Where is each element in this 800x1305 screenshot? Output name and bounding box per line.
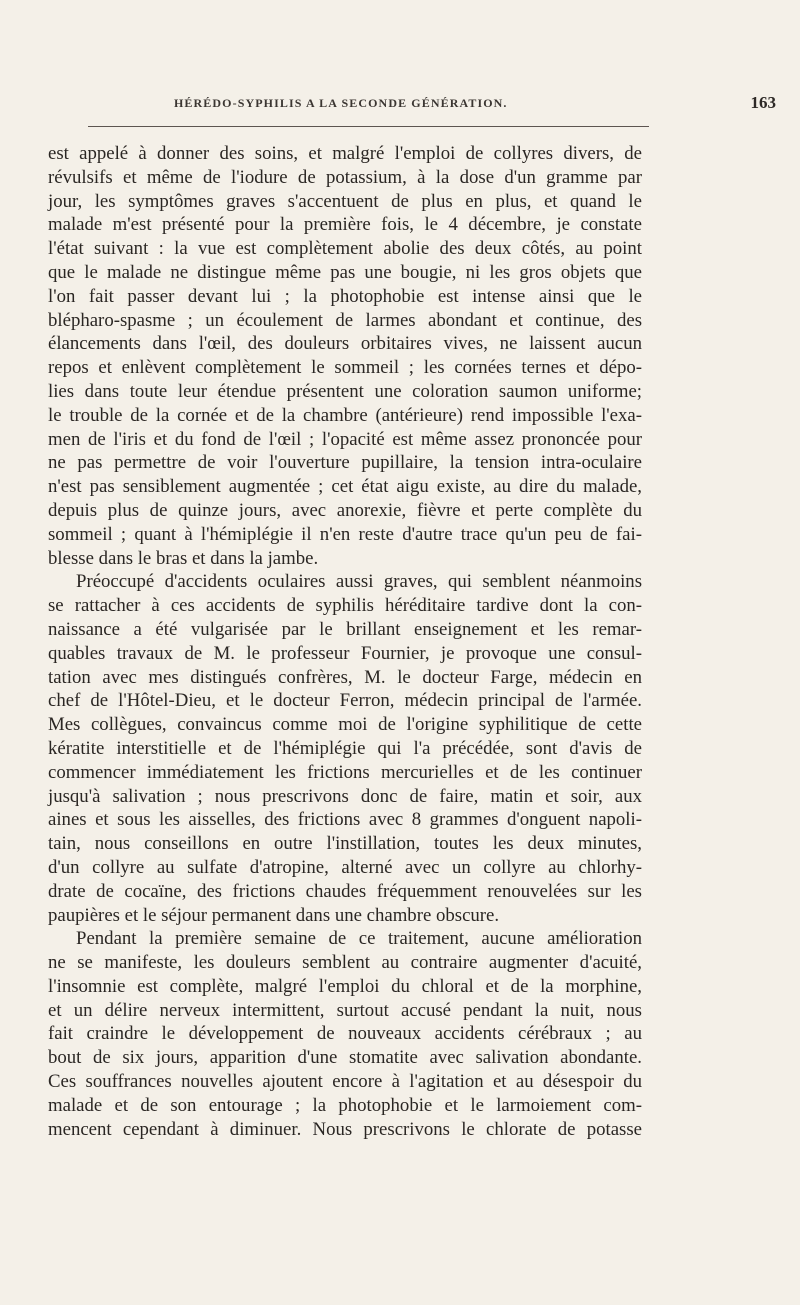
text-line: commencer immédiatement les frictions mercurielles et de les continuer: [48, 761, 642, 783]
text-line: l'insomnie est complète, malgré l'emploi du chloral et de la morphine,: [48, 975, 642, 997]
text-line: Mes collègues, convaincus comme moi de l'origine syphilitique de cette: [48, 714, 642, 736]
text-line: révulsifs et même de l'iodure de potassium, à la dose d'un gramme par: [48, 166, 642, 188]
text-line: repos et enlèvent complètement le sommeil ; les cornées ternes et dépo-: [48, 357, 642, 379]
text-line: Préoccupé d'accidents oculaires aussi graves, qui semblent néanmoins: [76, 571, 642, 593]
text-line: lies dans toute leur étendue présentent une coloration saumon uniforme;: [48, 380, 642, 402]
text-line: chef de l'Hôtel-Dieu, et le docteur Ferron, médecin principal de l'armée.: [48, 690, 642, 712]
text-line: jusqu'à salivation ; nous prescrivons donc de faire, matin et soir, aux: [48, 785, 642, 807]
text-line: tain, nous conseillons en outre l'instillation, toutes les deux minutes,: [48, 833, 642, 855]
text-line: sommeil ; quant à l'hémiplégie il n'en reste d'autre trace qu'un peu de fai-: [48, 523, 642, 545]
text-line: n'est pas sensiblement augmentée ; cet état aigu existe, au dire du malade,: [48, 476, 642, 498]
header-rule: [88, 126, 649, 127]
text-line: men de l'iris et du fond de l'œil ; l'opacité est même assez prononcée pour: [48, 428, 642, 450]
text-line: ne pas permettre de voir l'ouverture pupillaire, la tension intra-oculaire: [48, 452, 642, 474]
text-line: bout de six jours, apparition d'une stomatite avec salivation abondante.: [48, 1047, 642, 1069]
text-line: Pendant la première semaine de ce traitement, aucune amélioration: [76, 928, 642, 950]
text-line: et un délire nerveux intermittent, surtout accusé pendant la nuit, nous: [48, 999, 642, 1021]
text-line: le trouble de la cornée et de la chambre (antérieure) rend impossible l'exa-: [48, 404, 642, 426]
text-line: blépharo-spasme ; un écoulement de larmes abondant et continue, des: [48, 309, 642, 331]
text-line: malade m'est présenté pour la première fois, le 4 décembre, je constate: [48, 214, 642, 236]
text-line: tation avec mes distingués confrères, M. le docteur Farge, médecin en: [48, 666, 642, 688]
text-line: élancements dans l'œil, des douleurs orbitaires vives, ne laissent aucun: [48, 333, 642, 355]
text-line: drate de cocaïne, des frictions chaudes fréquemment renouvelées sur les: [48, 880, 642, 902]
text-line: se rattacher à ces accidents de syphilis héréditaire tardive dont la con-: [48, 595, 642, 617]
text-line: que le malade ne distingue même pas une bougie, ni les gros objets que: [48, 261, 642, 283]
text-line: depuis plus de quinze jours, avec anorexie, fièvre et perte complète du: [48, 499, 642, 521]
text-line: naissance a été vulgarisée par le brillant enseignement et les remar-: [48, 618, 642, 640]
running-title: HÉRÉDO-SYPHILIS A LA SECONDE GÉNÉRATION.: [174, 96, 508, 110]
text-line: l'état suivant : la vue est complètement abolie des deux côtés, au point: [48, 238, 642, 260]
body-text: [48, 142, 642, 1141]
text-line: fait craindre le développement de nouveaux accidents cérébraux ; au: [48, 1023, 642, 1045]
text-line: d'un collyre au sulfate d'atropine, alterné avec un collyre au chlorhy-: [48, 856, 642, 878]
text-line: blesse dans le bras et dans la jambe.: [48, 547, 319, 569]
text-line: quables travaux de M. le professeur Fournier, je provoque une consul-: [48, 642, 642, 664]
text-line: l'on fait passer devant lui ; la photophobie est intense ainsi que le: [48, 285, 642, 307]
text-line: malade et de son entourage ; la photophobie et le larmoiement com-: [48, 1094, 642, 1116]
text-line: ne se manifeste, les douleurs semblent au contraire augmenter d'acuité,: [48, 952, 642, 974]
page-number: 163: [750, 93, 776, 112]
text-line: paupières et le séjour permanent dans une chambre obscure.: [48, 904, 500, 926]
text-line: jour, les symptômes graves s'accentuent de plus en plus, et quand le: [48, 190, 642, 212]
text-line: Ces souffrances nouvelles ajoutent encore à l'agitation et au désespoir du: [48, 1071, 642, 1093]
text-line: kératite interstitielle et de l'hémiplégie qui l'a précédée, sont d'avis de: [48, 737, 642, 759]
text-line: mencent cependant à diminuer. Nous prescrivons le chlorate de potasse: [48, 1118, 642, 1140]
text-line: est appelé à donner des soins, et malgré l'emploi de collyres divers, de: [48, 143, 642, 164]
text-line: aines et sous les aisselles, des frictions avec 8 grammes d'onguent napoli-: [48, 809, 642, 831]
running-header: [48, 93, 776, 122]
